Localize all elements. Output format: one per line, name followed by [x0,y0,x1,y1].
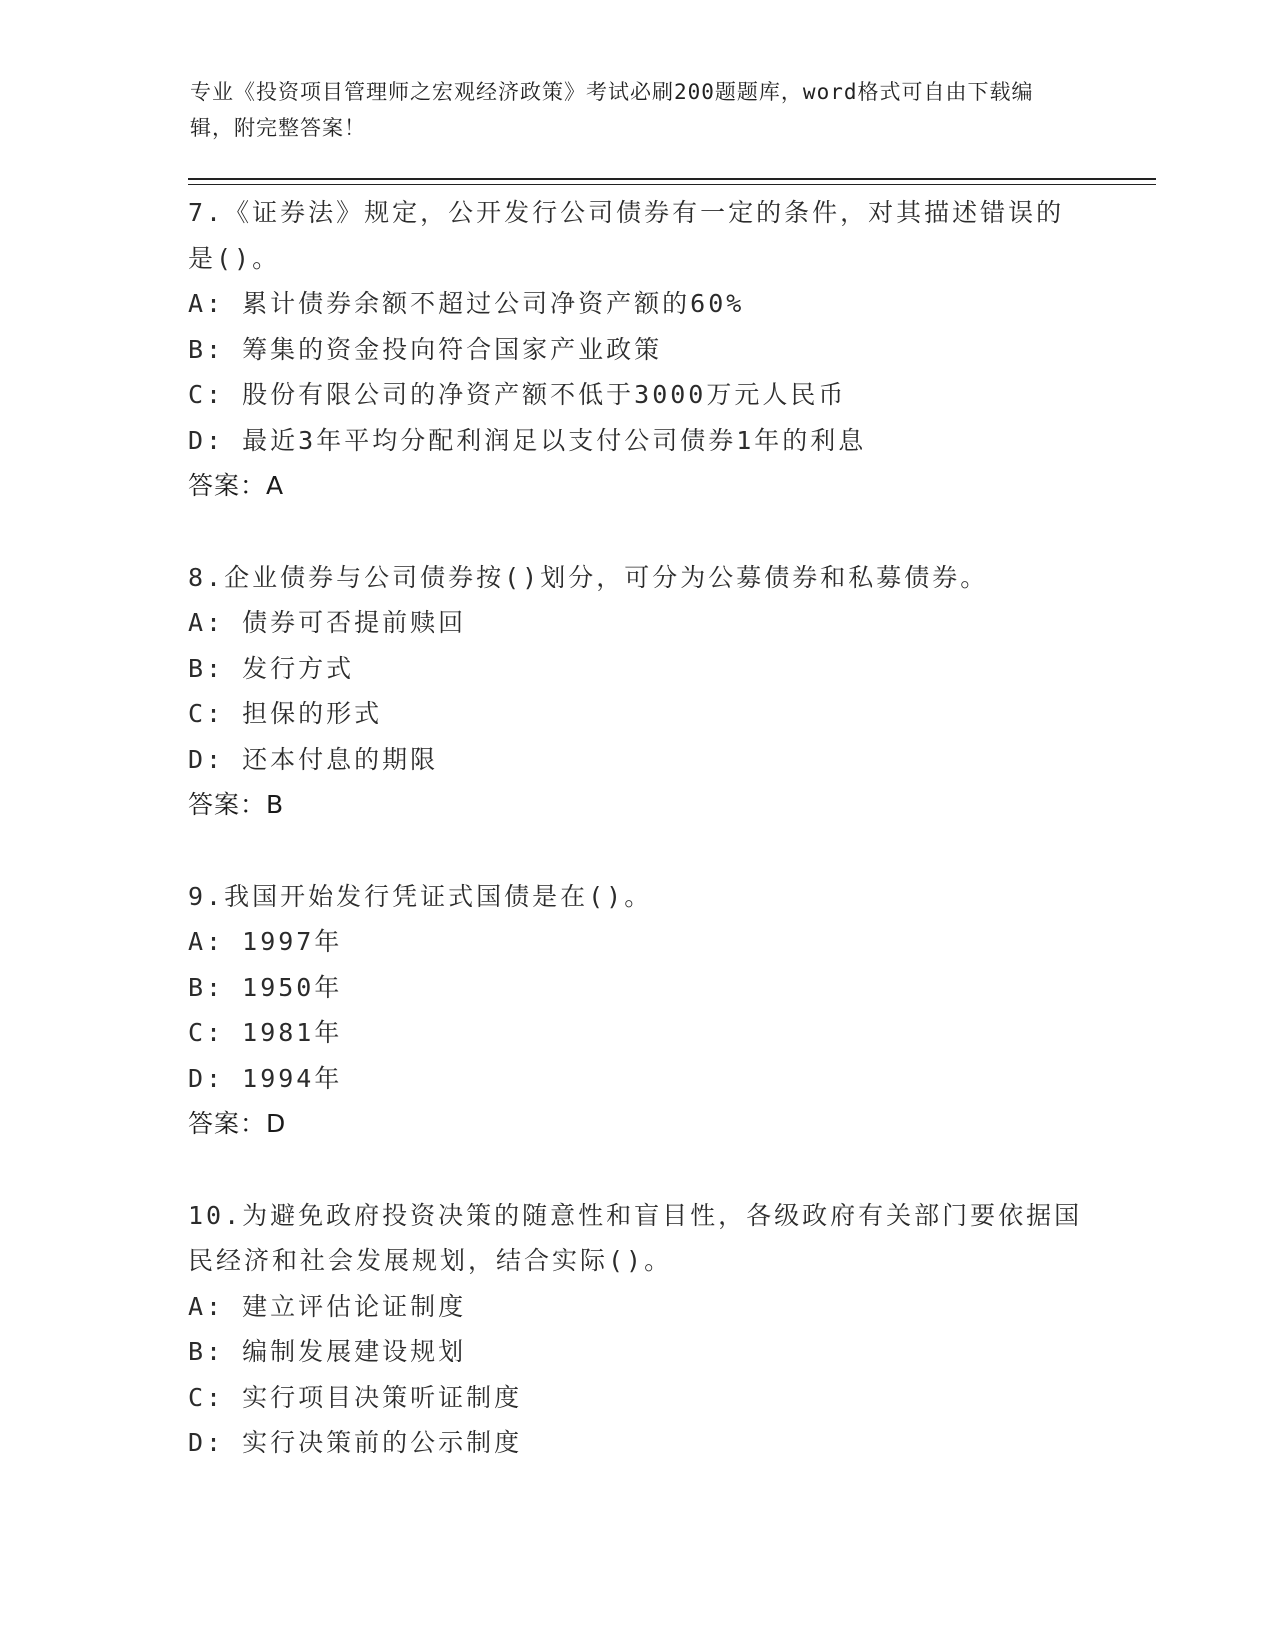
option-b: B: 发行方式 [188,653,355,683]
option-d: D: 最近3年平均分配利润足以支付公司债券1年的利息 [188,425,867,455]
option-b: B: 筹集的资金投向符合国家产业政策 [188,334,663,364]
option-a: A: 累计债券余额不超过公司净资产额的60% [188,289,745,318]
answer-line: 答案：A [188,471,285,500]
option-b: B: 编制发展建设规划 [188,1337,467,1366]
option-d: D: 实行决策前的公示制度 [188,1428,523,1457]
option-a: A: 债券可否提前赎回 [188,608,467,637]
answer-line: 答案：D [188,1109,287,1138]
option-d: D: 1994年 [188,1063,343,1093]
question-stem: 7.《证券法》规定，公开发行公司债券有一定的条件，对其描述错误的是()。 [188,198,1065,273]
header-divider-thin [188,184,1156,185]
option-c: C: 担保的形式 [188,699,383,728]
option-c: C: 实行项目决策听证制度 [188,1382,523,1412]
option-a: A: 1997年 [188,927,343,956]
answer-line: 答案：B [188,790,285,819]
option-a: A: 建立评估论证制度 [188,1291,467,1321]
header-note: 专业《投资项目管理师之宏观经济政策》考试必刷200题题库，word格式可自由下载编辑，附完整答案！ [190,80,1034,140]
option-d: D: 还本付息的期限 [188,744,439,774]
option-c: C: 股份有限公司的净资产额不低于3000万元人民币 [188,380,847,409]
option-c: C: 1981年 [188,1018,343,1047]
question-8 [188,555,1088,828]
question-7 [188,190,1088,509]
question-stem: 10.为避免政府投资决策的随意性和盲目性，各级政府有关部门要依据国民经济和社会发展规划，结合实际()。 [188,1200,1083,1275]
option-b: B: 1950年 [188,972,343,1002]
question-9 [188,874,1088,1147]
question-10 [188,1193,1088,1466]
question-stem: 8.企业债券与公司债券按()划分，可分为公募债券和私募债券。 [188,562,989,592]
question-list [188,190,1088,1512]
header-divider-thick [188,178,1156,180]
question-stem: 9.我国开始发行凭证式国债是在()。 [188,881,653,911]
